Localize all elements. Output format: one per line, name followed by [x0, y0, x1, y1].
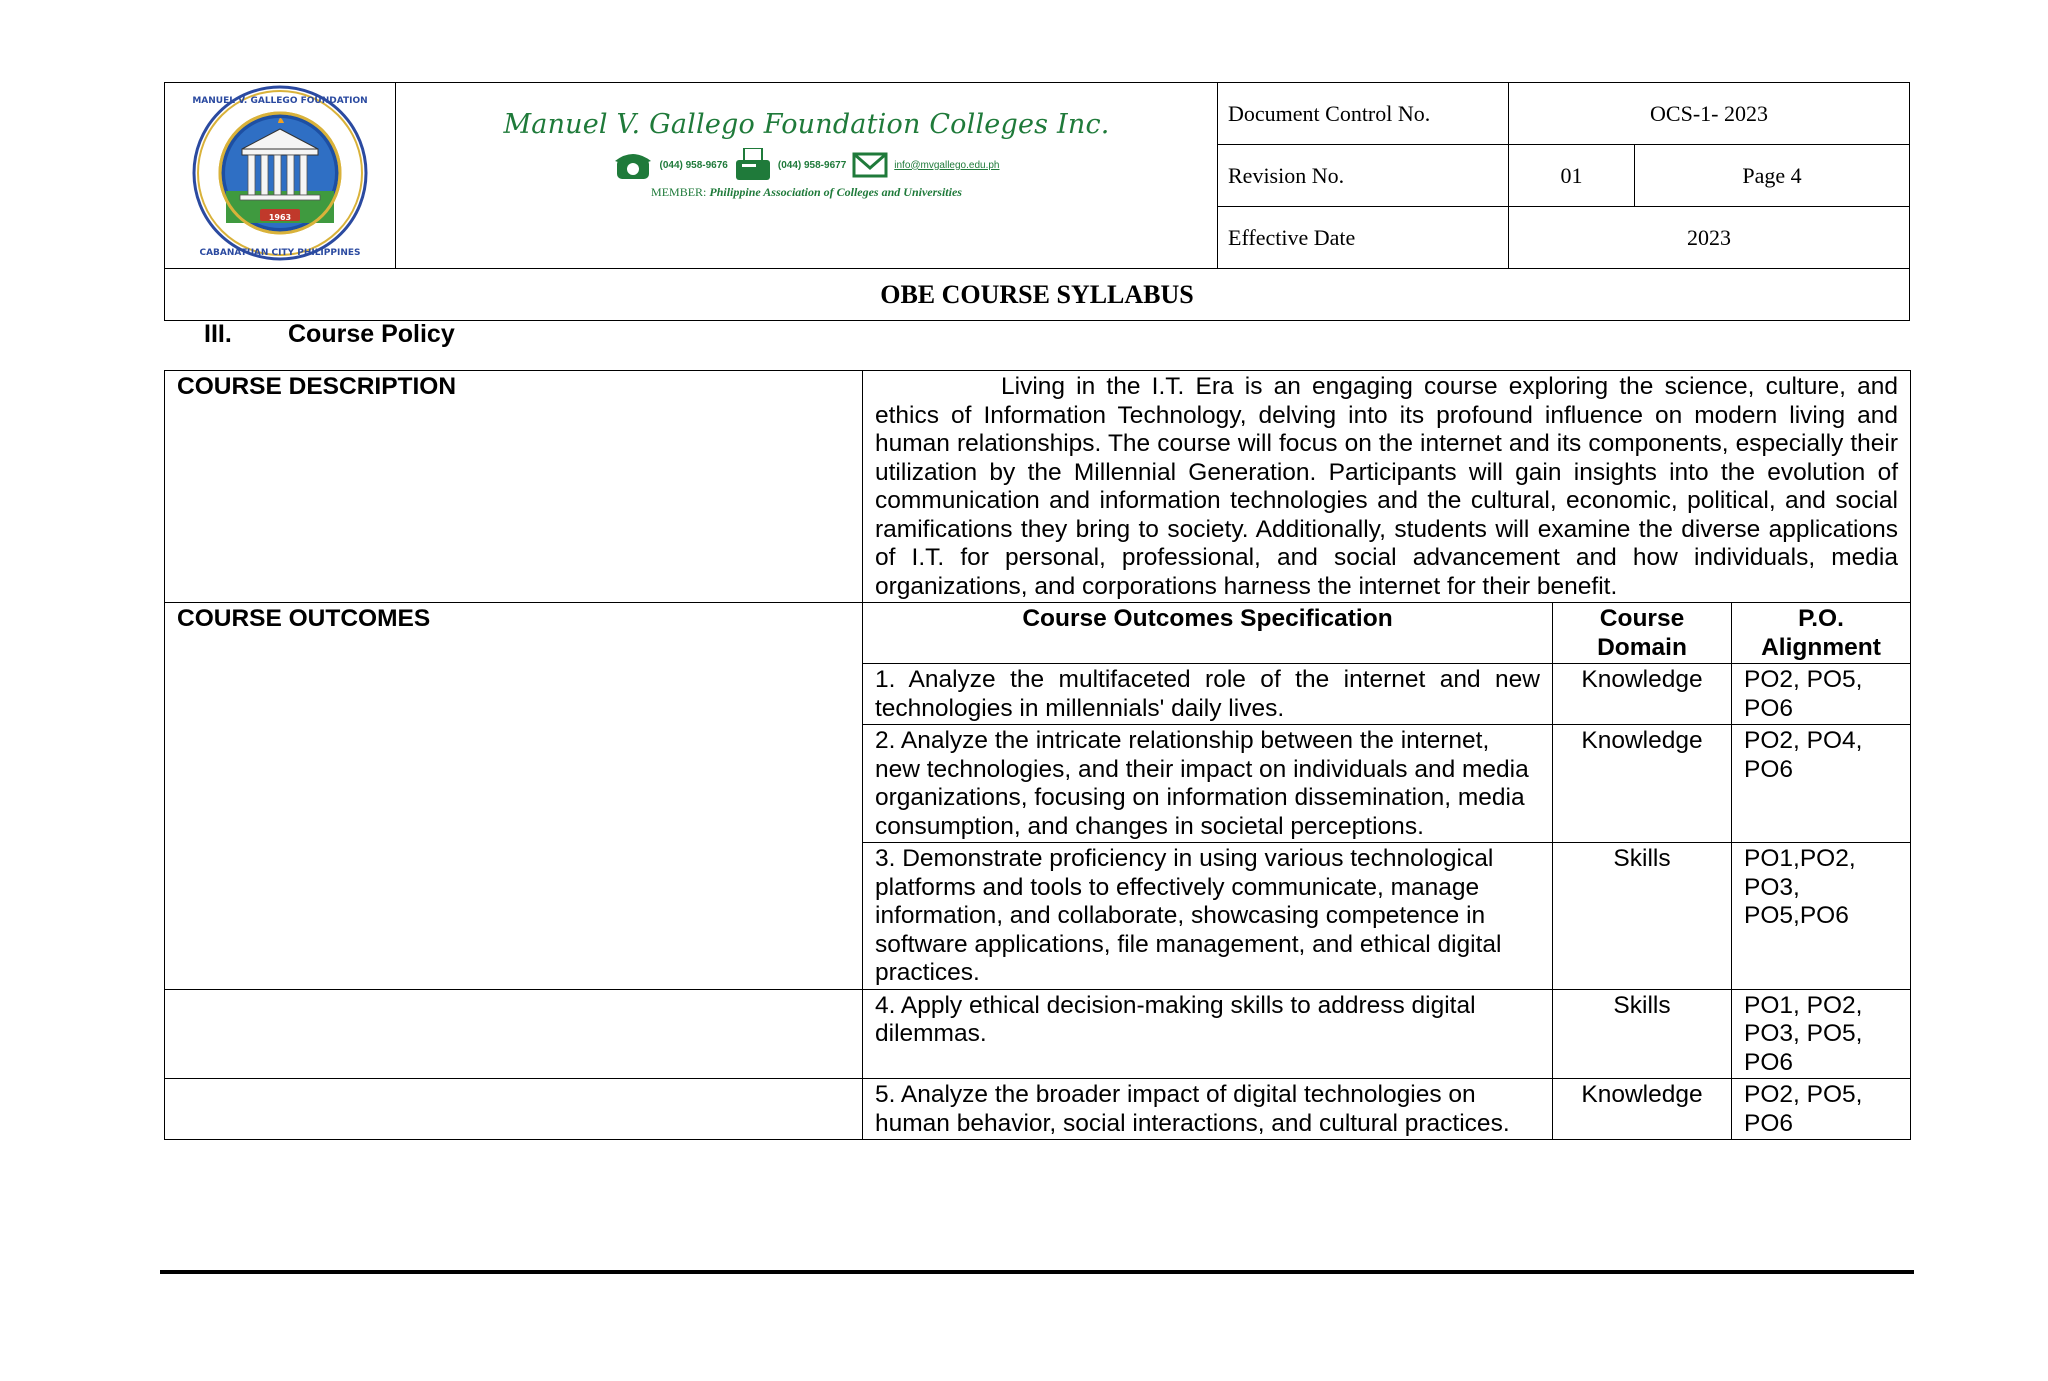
document-header [164, 82, 1910, 321]
revision-label: Revision No. [1218, 145, 1509, 207]
table-row [165, 1079, 1911, 1140]
description-row [165, 371, 1911, 603]
member-prefix: MEMBER: [651, 185, 707, 199]
outcomes-header-row [165, 603, 1911, 664]
phone-icon [613, 149, 653, 181]
fax-number: (044) 958-9677 [777, 159, 847, 171]
document-title: OBE COURSE SYLLABUS [165, 269, 1910, 321]
revision-value: 01 [1509, 145, 1635, 207]
logo-cell [165, 83, 396, 269]
outcome-po: PO1, PO2, PO3, PO5, PO6 [1732, 989, 1911, 1079]
outcome-spec: 2. Analyze the intricate relationship between the internet, new technologies, and their impact on individuals and media organizations, focusing on information dissemination, media consumption, and changes in societal perceptions. [863, 725, 1553, 843]
outcome-spec: 3. Demonstrate proficiency in using various technological platforms and tools to effectively communicate, manage information, and collaborate, showcasing competence in software applications, file management, and ethical digital practices. [863, 843, 1553, 990]
phone-number: (044) 958-9676 [659, 159, 728, 171]
college-seal-logo [190, 83, 370, 263]
svg-text:1963: 1963 [268, 213, 292, 222]
course-description-text: Living in the I.T. Era is an engaging course exploring the science, culture, and ethics of Information Technology, delving into its profound influence on modern living and human relationships. The course will focus on the internet and its components, especially their utilization by the Millennial Generation. Participants will gain insights into the evolution of communication and information technologies and the cultural, economic, political, and social ramifications they bring to society. Additionally, students will examine the diverse applications of I.T. for personal, professional, and social advancement and how individuals, media organizations, and corporations harness the internet for their benefit. [863, 371, 1911, 603]
effective-date-value: 2023 [1509, 207, 1910, 269]
outcome-po: PO1,PO2, PO3, PO5,PO6 [1732, 843, 1911, 990]
course-description-label: COURSE DESCRIPTION [165, 371, 863, 603]
organization-cell [396, 83, 1218, 269]
section-title: Course Policy [288, 320, 455, 348]
column-header-spec: Course Outcomes Specification [863, 603, 1553, 664]
mail-icon [852, 151, 888, 179]
empty-label-cell [165, 1079, 863, 1140]
email-link[interactable]: info@mvgallego.edu.ph [894, 159, 1000, 171]
course-policy-table [164, 370, 1911, 1140]
member-organization: Philippine Association of Colleges and Universities [709, 185, 962, 199]
outcome-spec: 1. Analyze the multifaceted role of the internet and new technologies in millennials' daily lives. [863, 664, 1553, 725]
organization-name: Manuel V. Gallego Foundation Colleges Inc. [503, 109, 1110, 140]
doc-control-label: Document Control No. [1218, 83, 1509, 145]
contact-line [396, 148, 1217, 182]
empty-label-cell [165, 989, 863, 1079]
column-header-domain: Course Domain [1553, 603, 1732, 664]
outcome-spec: 4. Apply ethical decision-making skills to address digital dilemmas. [863, 989, 1553, 1079]
effective-date-label: Effective Date [1218, 207, 1509, 269]
outcome-domain: Knowledge [1553, 1079, 1732, 1140]
svg-text:MANUEL V. GALLEGO FOUNDATION: MANUEL V. GALLEGO FOUNDATION [192, 96, 368, 106]
section-heading [204, 320, 455, 349]
outcome-po: PO2, PO5, PO6 [1732, 664, 1911, 725]
section-number: III. [204, 320, 232, 348]
course-outcomes-label: COURSE OUTCOMES [165, 603, 863, 990]
column-header-po: P.O. Alignment [1732, 603, 1911, 664]
outcome-po: PO2, PO5, PO6 [1732, 1079, 1911, 1140]
svg-text:CABANATUAN CITY PHILIPPINES: CABANATUAN CITY PHILIPPINES [199, 248, 361, 258]
table-row [165, 989, 1911, 1079]
outcome-domain: Skills [1553, 989, 1732, 1079]
fax-icon [734, 148, 772, 182]
outcome-spec: 5. Analyze the broader impact of digital technologies on human behavior, social interactions, and cultural practices. [863, 1079, 1553, 1140]
footer-divider [160, 1270, 1914, 1274]
outcome-domain: Knowledge [1553, 725, 1732, 843]
outcome-domain: Skills [1553, 843, 1732, 990]
membership-line [396, 185, 1217, 200]
doc-control-value: OCS-1- 2023 [1509, 83, 1910, 145]
page-number: Page 4 [1635, 145, 1910, 207]
outcome-po: PO2, PO4, PO6 [1732, 725, 1911, 843]
outcome-domain: Knowledge [1553, 664, 1732, 725]
